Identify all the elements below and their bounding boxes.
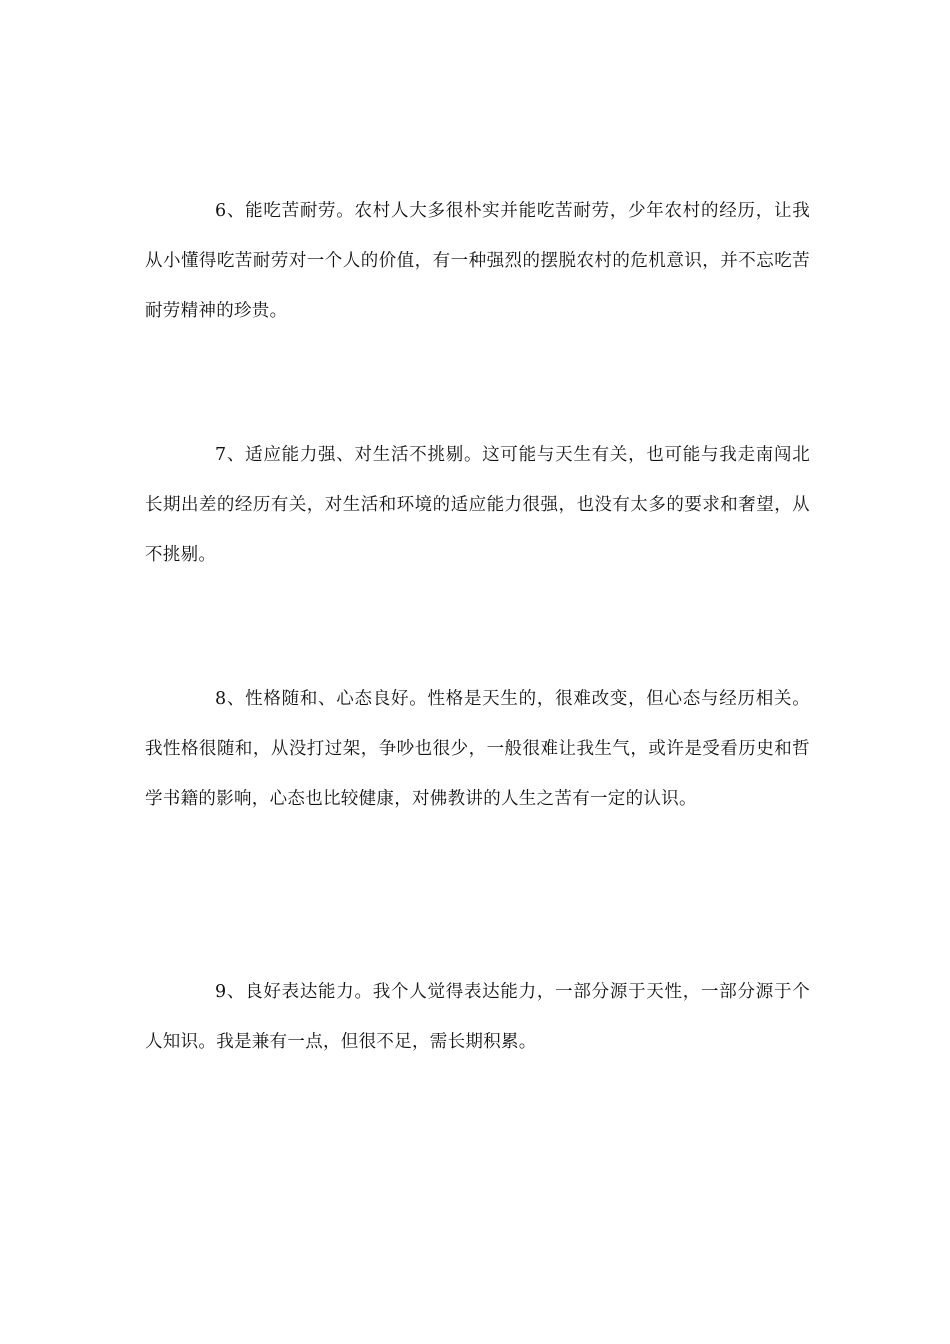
paragraph-6: 6、能吃苦耐劳。农村人大多很朴实并能吃苦耐劳，少年农村的经历，让我从小懂得吃苦耐劳对一个人的价值，有一种强烈的摆脱农村的危机意识，并不忘吃苦耐劳精神的珍贵。 xyxy=(145,201,810,321)
paragraph-8: 8、性格随和、心态良好。性格是天生的，很难改变，但心态与经历相关。我性格很随和，从没打过架，争吵也很少，一般很难让我生气，或许是受看历史和哲学书籍的影响，心态也比较健康，对佛教讲的人生之苦有一定的认识。 xyxy=(145,689,810,809)
paragraph-9: 9、良好表达能力。我个人觉得表达能力，一部分源于天性，一部分源于个人知识。我是兼有一点，但很不足，需长期积累。 xyxy=(145,982,810,1052)
paragraph-7: 7、适应能力强、对生活不挑剔。这可能与天生有关，也可能与我走南闯北长期出差的经历有关，对生活和环境的适应能力很强，也没有太多的要求和奢望，从不挑剔。 xyxy=(145,445,810,565)
